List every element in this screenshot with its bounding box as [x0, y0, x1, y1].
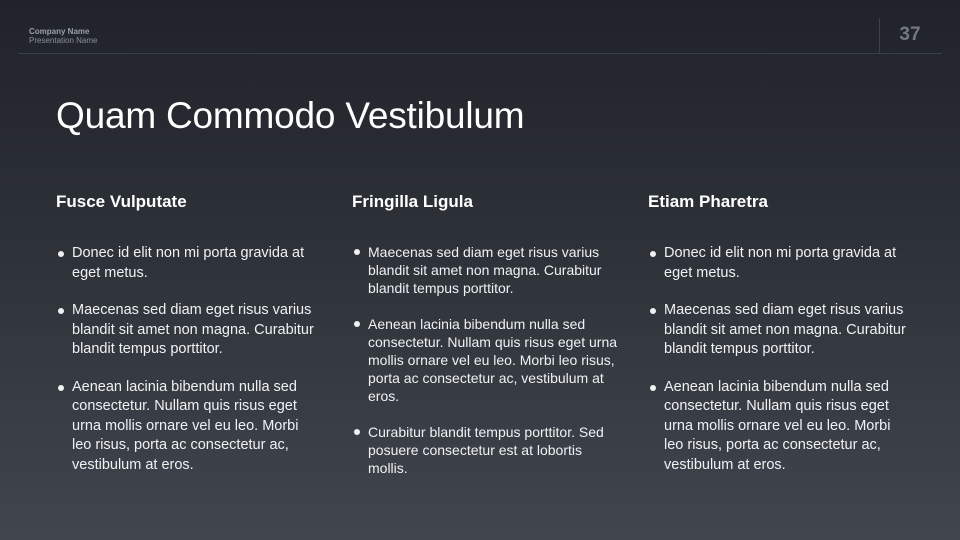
- presentation-name: Presentation Name: [29, 36, 98, 45]
- bullet-text: Maecenas sed diam eget risus varius blandit sit amet non magna. Curabitur blandit tempus porttitor.: [72, 302, 314, 357]
- column-heading: Fusce Vulputate: [56, 192, 187, 211]
- bullet-text: Maecenas sed diam eget risus varius blandit sit amet non magna. Curabitur blandit tempus porttitor.: [368, 244, 602, 296]
- bullet-text: Aenean lacinia bibendum nulla sed consectetur. Nullam quis risus eget urna mollis ornare vel eu leo. Morbi leo risus, porta ac consectetur ac, vestibulum at eros.: [664, 378, 891, 473]
- bullet-dot-icon: [650, 251, 656, 257]
- bullet-list: [352, 243, 617, 495]
- bullet-text: Maecenas sed diam eget risus varius blandit sit amet non magna. Curabitur blandit tempus porttitor.: [664, 302, 906, 357]
- bullet-dot-icon: [650, 308, 656, 314]
- column-heading: Etiam Pharetra: [648, 192, 768, 211]
- bullet-dot-icon: [58, 251, 64, 257]
- bullet-item: [352, 315, 617, 405]
- bullet-text: Donec id elit non mi porta gravida at eget metus.: [664, 245, 897, 281]
- bullet-text: Aenean lacinia bibendum nulla sed consectetur. Nullam quis risus eget urna mollis ornare vel eu leo. Morbi leo risus, porta ac consectetur ac, vestibulum at eros.: [72, 378, 299, 473]
- bullet-dot-icon: [354, 321, 360, 327]
- bullet-dot-icon: [354, 429, 360, 435]
- bullet-text: Curabitur blandit tempus porttitor. Sed posuere consectetur est at lobortis mollis.: [368, 424, 604, 476]
- bullet-text: Donec id elit non mi porta gravida at eget metus.: [72, 245, 305, 281]
- bullet-item: [56, 301, 321, 360]
- company-name: Company Name: [29, 27, 90, 36]
- bullet-item: [352, 423, 617, 477]
- bullet-item: [648, 378, 913, 476]
- bullet-text: Aenean lacinia bibendum nulla sed consectetur. Nullam quis risus eget urna mollis ornare vel eu leo. Morbi leo risus, porta ac consectetur ac, vestibulum at eros.: [368, 316, 618, 404]
- bullet-dot-icon: [650, 385, 656, 391]
- bullet-dot-icon: [58, 308, 64, 314]
- bullet-dot-icon: [354, 249, 360, 255]
- bullet-item: [648, 301, 913, 360]
- bullet-item: [56, 378, 321, 476]
- page-number: 37: [899, 24, 921, 45]
- column-fusce-vulputate: [56, 192, 321, 473]
- header-divider: [18, 53, 942, 54]
- column-fringilla-ligula: [352, 192, 618, 476]
- slide-header: [0, 0, 960, 54]
- bullet-list: [648, 244, 913, 493]
- page-number-divider: [879, 18, 880, 53]
- bullet-item: [56, 244, 321, 283]
- bullet-item: [648, 244, 913, 283]
- bullet-item: [352, 243, 617, 297]
- slide-title: Quam Commodo Vestibulum: [56, 95, 525, 136]
- column-etiam-pharetra: [648, 192, 913, 473]
- bullet-dot-icon: [58, 385, 64, 391]
- column-heading: Fringilla Ligula: [352, 192, 473, 211]
- bullet-list: [56, 244, 321, 493]
